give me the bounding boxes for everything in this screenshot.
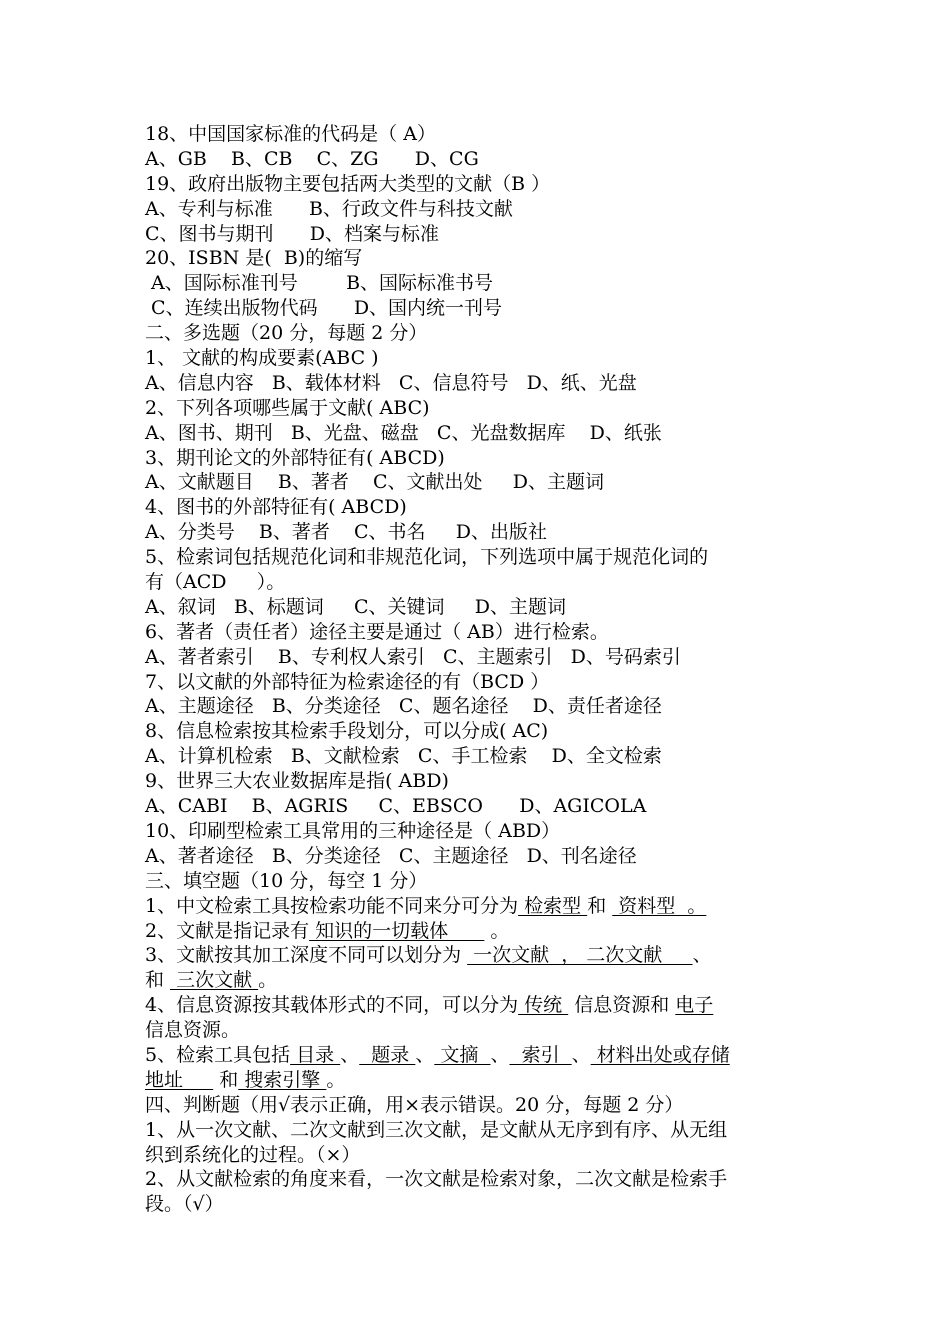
- mc-question-5: 5、检索词包括规范化词和非规范化词，下列选项中属于规范化词的: [145, 546, 709, 569]
- question-20-options-2: C、连续出版物代码 D、国内统一刊号: [145, 297, 503, 320]
- blank-answer: 材料出处或存储: [590, 1043, 730, 1066]
- blank-answer: 文摘: [434, 1043, 491, 1066]
- text: 、: [415, 1043, 435, 1066]
- blank-answer: 地址: [145, 1068, 214, 1091]
- section-fill-blank-heading: 三、填空题（10 分，每空 1 分）: [145, 869, 428, 892]
- mc-question-10-options: A、著者途径 B、分类途径 C、主题途径 D、刊名途径: [145, 844, 637, 867]
- text: 4、信息资源按其载体形式的不同，可以分为: [145, 994, 519, 1017]
- section-multiple-choice-heading: 二、多选题（20 分，每题 2 分）: [145, 322, 428, 345]
- mc-question-7: 7、以文献的外部特征为检索途径的有（BCD ）: [145, 670, 550, 693]
- mc-question-6: 6、著者（责任者）途径主要是通过（ AB）进行检索。: [145, 620, 609, 643]
- fill-question-1: [145, 894, 810, 919]
- mc-question-6-options: A、著者索引 B、专利权人索引 C、主题索引 D、号码索引: [145, 645, 681, 668]
- question-18-options: A、GB B、CB C、ZG D、CG: [145, 147, 479, 170]
- mc-question-4: 4、图书的外部特征有( ABCD): [145, 496, 407, 519]
- blank-answer: 资料型 。: [612, 894, 707, 917]
- blank-answer: 知识的一切载体: [309, 919, 485, 942]
- text: 1、中文检索工具按检索功能不同来分可分为: [145, 894, 519, 917]
- fill-question-3-cont: [145, 968, 810, 993]
- text: 。: [326, 1068, 346, 1091]
- mc-question-7-options: A、主题途径 B、分类途径 C、题名途径 D、责任者途径: [145, 695, 662, 718]
- text: 和: [213, 1068, 239, 1091]
- question-18: 18、中国国家标准的代码是（ A）: [145, 123, 436, 145]
- text: 2、文献是指记录有: [145, 919, 310, 942]
- tf-question-1: 1、从一次文献、二次文献到三次文献，是文献从无序到有序、从无组: [145, 1118, 728, 1141]
- blank-answer: 搜索引擎: [238, 1068, 327, 1091]
- mc-question-1: 1、 文献的构成要素(ABC ): [145, 347, 379, 370]
- text: 、: [571, 1043, 591, 1066]
- exam-document: [145, 122, 810, 1217]
- tf-question-2: 2、从文献检索的角度来看，一次文献是检索对象，二次文献是检索手: [145, 1168, 728, 1191]
- text: 3、文献按其加工深度不同可以划分为: [145, 944, 468, 967]
- text: 、: [340, 1043, 360, 1066]
- fill-question-5-cont: [145, 1068, 810, 1093]
- mc-question-10: 10、印刷型检索工具常用的三种途径是（ ABD）: [145, 819, 561, 842]
- tf-question-2-cont: 段。（√）: [145, 1193, 224, 1216]
- mc-question-5-cont: 有（ACD ）。: [145, 571, 286, 594]
- mc-question-4-options: A、分类号 B、著者 C、书名 D、出版社: [145, 521, 547, 544]
- text: 信息资源和: [568, 994, 676, 1017]
- text: 。: [484, 919, 510, 942]
- blank-answer: 电子: [675, 994, 714, 1017]
- question-20-options-1: A、国际标准刊号 B、国际标准书号: [145, 272, 494, 295]
- blank-answer: 三次文献: [170, 969, 259, 992]
- fill-question-4-cont: 信息资源。: [145, 1019, 241, 1042]
- mc-question-5-options: A、叙词 B、标题词 C、关键词 D、主题词: [145, 595, 566, 618]
- mc-question-3-options: A、文献题目 B、著者 C、文献出处 D、主题词: [145, 471, 604, 494]
- fill-question-4: [145, 993, 810, 1018]
- tf-question-1-cont: 织到系统化的过程。（×）: [145, 1143, 361, 1166]
- fill-question-5: [145, 1043, 810, 1068]
- question-19-options-1: A、专利与标准 B、行政文件与科技文献: [145, 197, 513, 220]
- text: 和: [145, 969, 171, 992]
- fill-question-3: [145, 943, 810, 968]
- blank-answer: 索引: [509, 1043, 572, 1066]
- fill-question-2: [145, 919, 810, 944]
- blank-answer: 检索型: [518, 894, 588, 917]
- blank-answer: 题录: [359, 1043, 416, 1066]
- mc-question-8-options: A、计算机检索 B、文献检索 C、手工检索 D、全文检索: [145, 745, 662, 768]
- question-19-options-2: C、图书与期刊 D、档案与标准: [145, 222, 440, 245]
- mc-question-9-options: A、CABI B、AGRIS C、EBSCO D、AGICOLA: [145, 795, 647, 818]
- blank-answer: 目录: [290, 1043, 341, 1066]
- mc-question-9: 9、世界三大农业数据库是指( ABD): [145, 770, 449, 793]
- text: 、: [692, 944, 712, 967]
- section-true-false-heading: 四、判断题（用√表示正确，用×表示错误。20 分，每题 2 分）: [145, 1093, 684, 1116]
- question-20: 20、ISBN 是( B)的缩写: [145, 247, 363, 270]
- mc-question-2-options: A、图书、期刊 B、光盘、磁盘 C、光盘数据库 D、纸张: [145, 421, 662, 444]
- text: 、: [490, 1043, 510, 1066]
- question-19: 19、政府出版物主要包括两大类型的文献（B ）: [145, 172, 551, 195]
- text: 。: [258, 969, 278, 992]
- mc-question-2: 2、下列各项哪些属于文献( ABC): [145, 396, 430, 419]
- blank-answer: 传统: [518, 994, 569, 1017]
- mc-question-1-options: A、信息内容 B、载体材料 C、信息符号 D、纸、光盘: [145, 371, 637, 394]
- mc-question-3: 3、期刊论文的外部特征有( ABCD): [145, 446, 445, 469]
- text: 和: [587, 894, 613, 917]
- blank-answer: 一次文献 ， 二次文献: [467, 944, 693, 967]
- text: 5、检索工具包括: [145, 1043, 291, 1066]
- mc-question-8: 8、信息检索按其检索手段划分，可以分成( AC): [145, 720, 549, 743]
